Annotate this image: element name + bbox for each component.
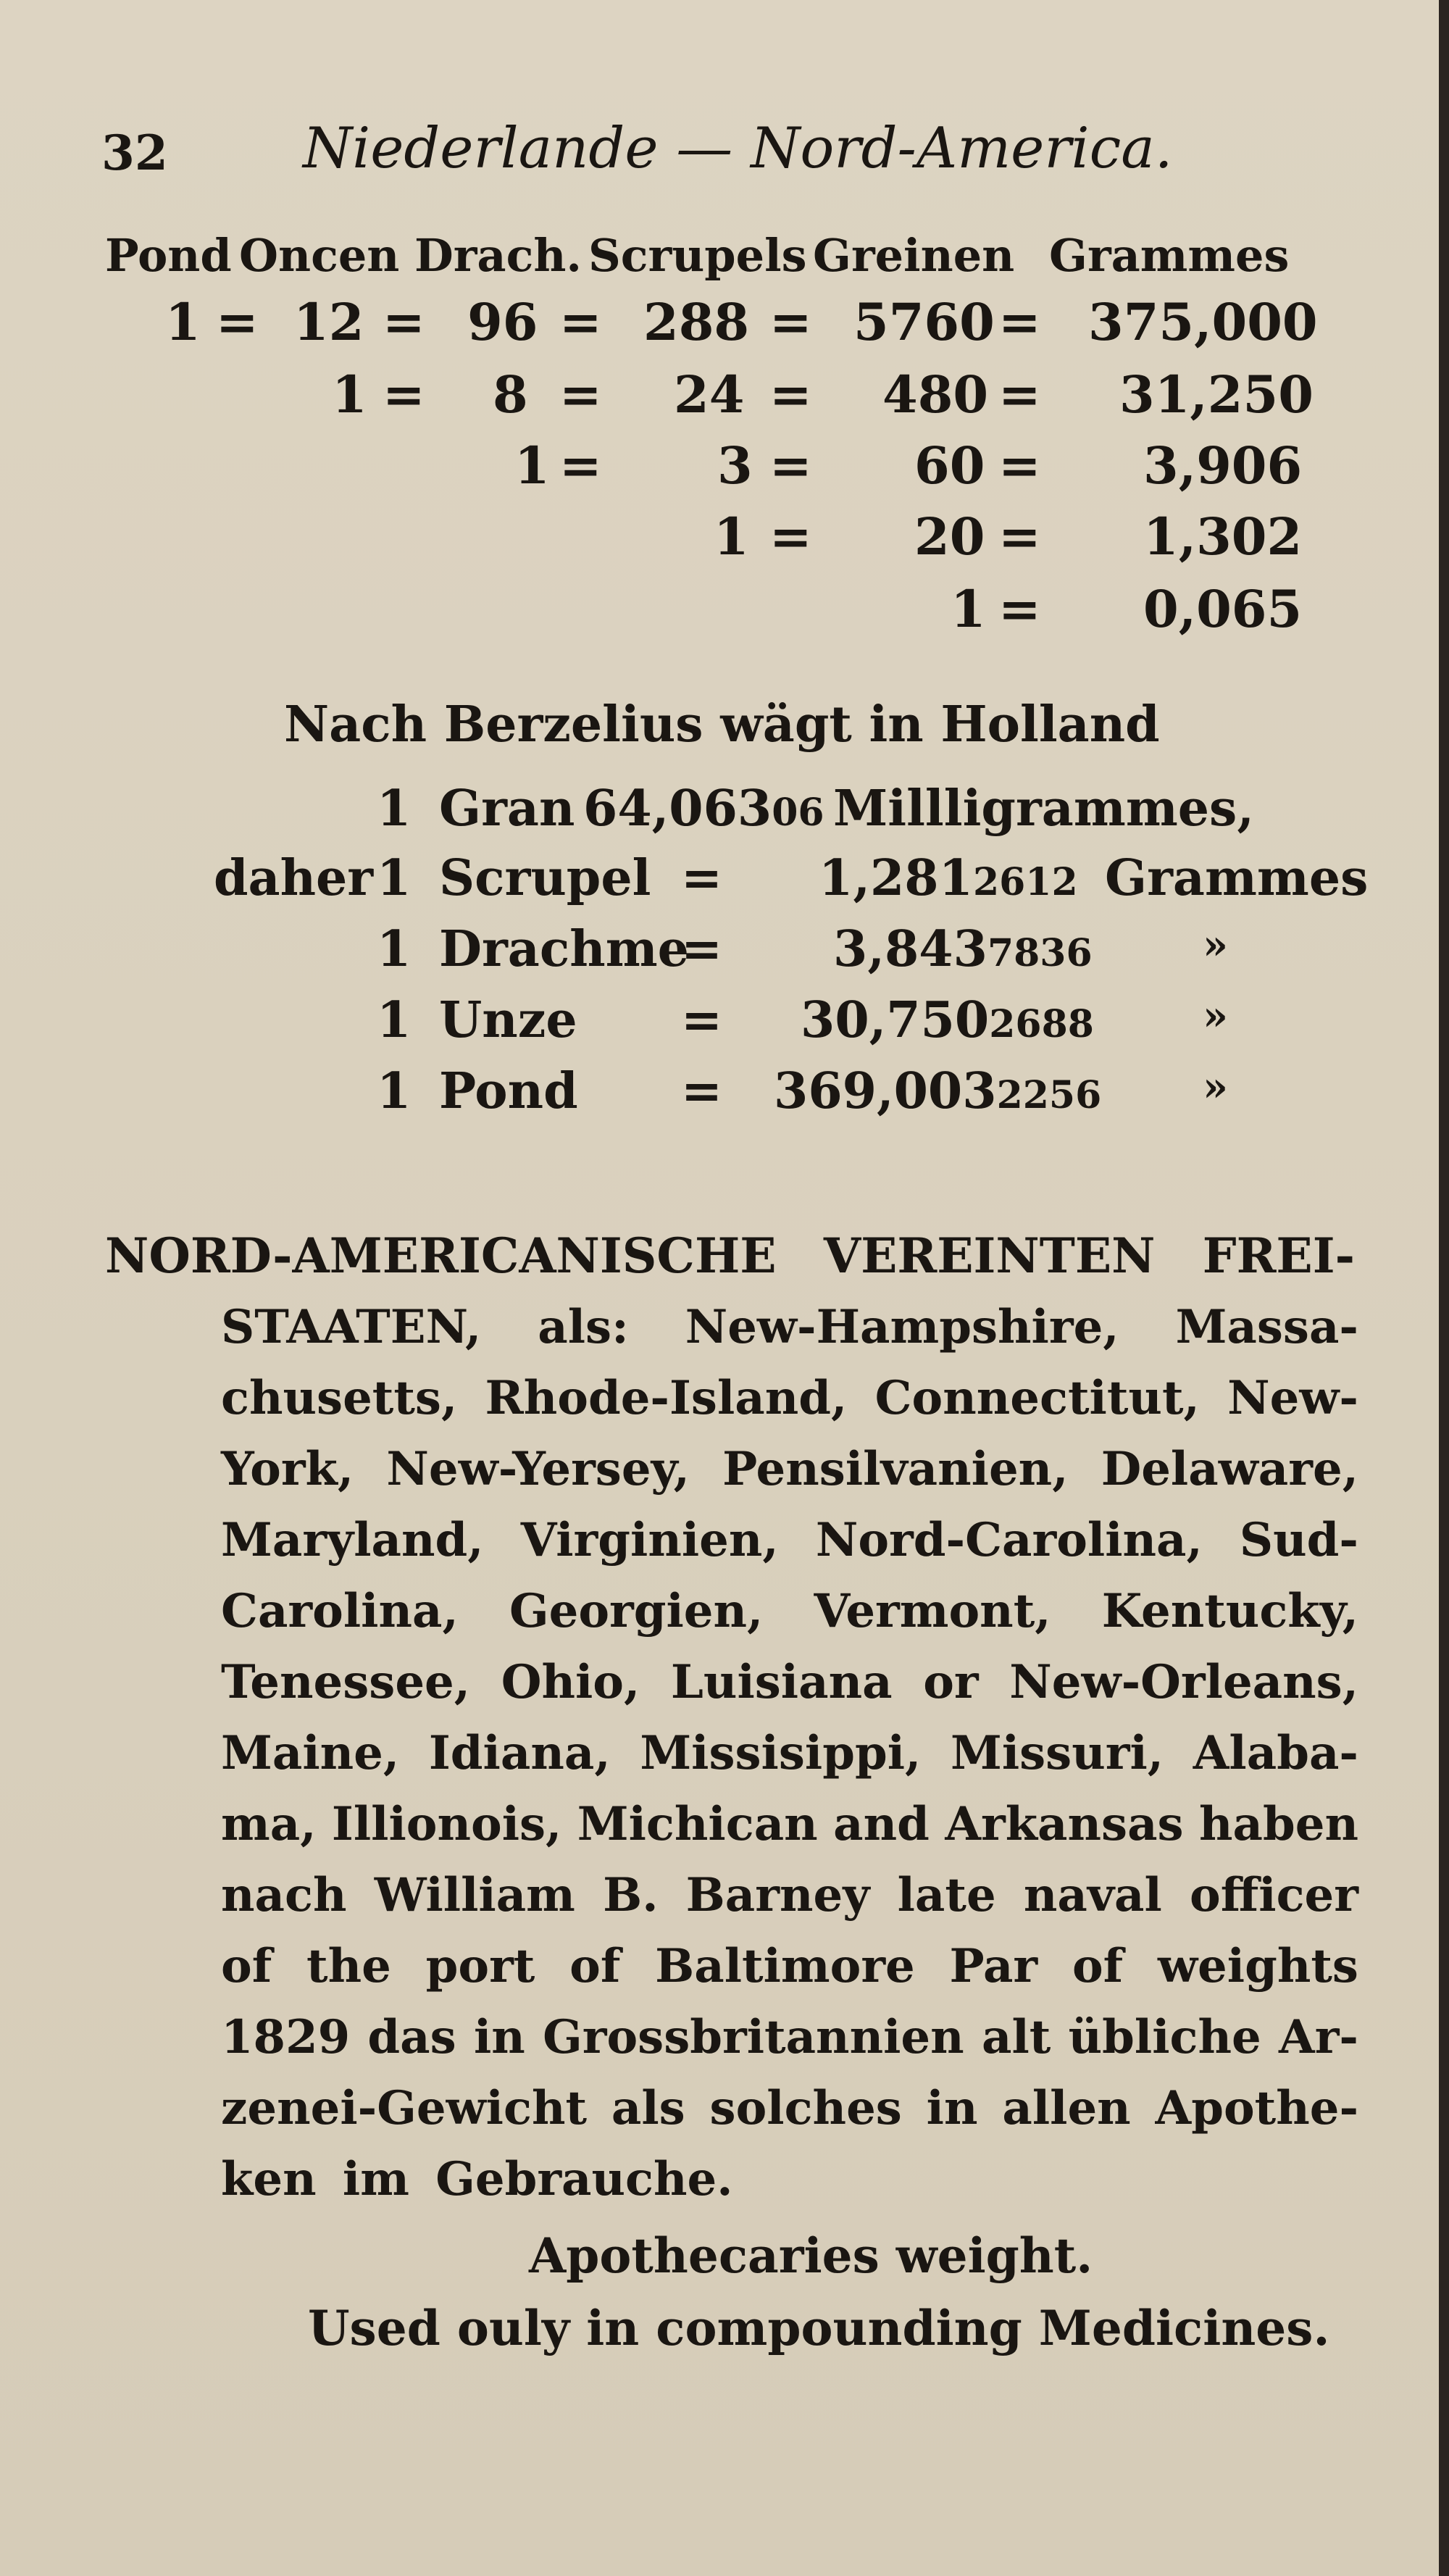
word: zenei-Gewicht bbox=[221, 2081, 588, 2135]
table-cell: 24 bbox=[674, 364, 745, 425]
gran-unit: Gran bbox=[439, 780, 575, 838]
equals-sign: = bbox=[681, 849, 722, 907]
word: Vermont, bbox=[814, 1584, 1051, 1638]
text-line bbox=[221, 1584, 1358, 1638]
table-cell: 1,302 bbox=[1143, 507, 1303, 567]
equals-sign: = bbox=[681, 1062, 722, 1120]
text-line bbox=[221, 1655, 1358, 1709]
word: Massa- bbox=[1175, 1300, 1358, 1354]
page-edge-shadow bbox=[1439, 0, 1449, 2576]
table-cell: 3 bbox=[717, 435, 753, 496]
page-number: 32 bbox=[101, 125, 168, 181]
text-line bbox=[221, 1371, 1358, 1425]
word: STAATEN, bbox=[221, 1300, 482, 1354]
ditto-mark: » bbox=[1203, 1063, 1228, 1111]
word: in bbox=[926, 2081, 978, 2135]
text-line bbox=[221, 1442, 1358, 1496]
word: als: bbox=[538, 1300, 629, 1354]
equals-sign: = bbox=[681, 920, 722, 978]
word: VEREINTEN bbox=[823, 1227, 1156, 1284]
equals-sign: = bbox=[998, 507, 1041, 567]
equals-sign: = bbox=[383, 364, 425, 425]
table-cell: 96 bbox=[467, 292, 538, 352]
table-cell: 375,000 bbox=[1088, 292, 1318, 352]
word: Kentucky, bbox=[1101, 1584, 1358, 1638]
text-line bbox=[221, 2081, 1358, 2135]
table-cell: 1 bbox=[165, 292, 201, 352]
text-line bbox=[221, 1939, 1358, 1993]
gran-target: Millligrammes, bbox=[833, 780, 1254, 838]
ditto-mark: » bbox=[1203, 992, 1228, 1040]
word: Par bbox=[949, 1939, 1038, 1993]
col-head-grammes: Grammes bbox=[1049, 229, 1290, 282]
berzelius-count: 1 bbox=[377, 1062, 412, 1120]
word: the bbox=[306, 1939, 391, 1993]
col-head-pond: Pond bbox=[105, 229, 232, 282]
berzelius-count: 1 bbox=[377, 849, 412, 907]
col-head-scrupels: Scrupels bbox=[588, 229, 807, 282]
word: FREI- bbox=[1202, 1227, 1355, 1284]
word: chusetts, bbox=[221, 1371, 458, 1425]
word: solches bbox=[709, 2081, 902, 2135]
word: of bbox=[569, 1939, 621, 1993]
word: Carolina, bbox=[221, 1584, 459, 1638]
berzelius-unit: Unze bbox=[439, 991, 577, 1049]
text-line-last bbox=[221, 2152, 733, 2206]
table-cell: 12 bbox=[293, 292, 364, 352]
equals-sign: = bbox=[769, 435, 812, 496]
word: haben bbox=[1199, 1797, 1358, 1851]
caption-apothecaries-weight: Apothecaries weight. bbox=[529, 2227, 1093, 2284]
word: Delaware, bbox=[1101, 1442, 1358, 1496]
equals-sign: = bbox=[998, 364, 1041, 425]
word: Ohio, bbox=[501, 1655, 640, 1709]
berzelius-unit: Pond bbox=[439, 1062, 578, 1120]
equals-sign: = bbox=[769, 292, 812, 352]
table-cell: 480 bbox=[882, 364, 989, 425]
table-cell: 31,250 bbox=[1119, 364, 1314, 425]
word: Apothe- bbox=[1155, 2081, 1358, 2135]
table-cell: 5760 bbox=[853, 292, 995, 352]
word: Tenessee, bbox=[221, 1655, 471, 1709]
word: of bbox=[221, 1939, 272, 1993]
daher-label: daher bbox=[214, 849, 374, 907]
word: port bbox=[425, 1939, 535, 1993]
word: New-Yersey, bbox=[386, 1442, 690, 1496]
text-line bbox=[221, 1513, 1358, 1567]
word: Missisippi, bbox=[640, 1726, 922, 1780]
berzelius-target: Grammes bbox=[1105, 849, 1369, 907]
table-cell: 3,906 bbox=[1143, 435, 1303, 496]
table-cell: 20 bbox=[914, 507, 985, 567]
berzelius-count: 1 bbox=[377, 920, 412, 978]
table-cell: 1 bbox=[332, 364, 367, 425]
berzelius-value: 369,0032256 bbox=[774, 1062, 1102, 1120]
table-cell: 1 bbox=[714, 507, 749, 567]
word: alt bbox=[981, 2010, 1051, 2064]
section-heading-line bbox=[105, 1227, 1355, 1284]
equals-sign: = bbox=[681, 991, 722, 1049]
word: New- bbox=[1227, 1371, 1358, 1425]
table-cell: 288 bbox=[643, 292, 750, 352]
word: Alaba- bbox=[1193, 1726, 1358, 1780]
text-line bbox=[221, 1300, 1358, 1354]
text-line bbox=[221, 2010, 1358, 2064]
word: Illionois, bbox=[331, 1797, 562, 1851]
word: allen bbox=[1002, 2081, 1131, 2135]
word: als bbox=[611, 2081, 685, 2135]
word: Baltimore bbox=[655, 1939, 915, 1993]
word: Maine, bbox=[221, 1726, 400, 1780]
table-cell: 1 bbox=[951, 579, 986, 639]
word: Ar- bbox=[1279, 2010, 1358, 2064]
table-cell: 60 bbox=[914, 435, 985, 496]
word: of bbox=[1072, 1939, 1124, 1993]
word: or bbox=[923, 1655, 979, 1709]
col-head-drach: Drach. bbox=[414, 229, 582, 282]
word: New-Hampshire, bbox=[685, 1300, 1119, 1354]
equals-sign: = bbox=[383, 292, 425, 352]
word: in bbox=[473, 2010, 525, 2064]
word: 1829 bbox=[221, 2010, 351, 2064]
ditto-mark: » bbox=[1203, 921, 1228, 969]
word: nach bbox=[221, 1868, 347, 1922]
berzelius-intro: Nach Berzelius wägt in Holland bbox=[284, 696, 1160, 754]
word: officer bbox=[1190, 1868, 1358, 1922]
word: Gebrauche. bbox=[435, 2152, 733, 2206]
word: New-Orleans, bbox=[1009, 1655, 1358, 1709]
word: Arkansas bbox=[945, 1797, 1184, 1851]
equals-sign: = bbox=[998, 435, 1041, 496]
word: Rhode-Island, bbox=[485, 1371, 848, 1425]
word: im bbox=[342, 2152, 409, 2206]
equals-sign: = bbox=[769, 364, 812, 425]
equals-sign: = bbox=[998, 292, 1041, 352]
word: Sud- bbox=[1239, 1513, 1358, 1567]
word: Connectitut, bbox=[874, 1371, 1200, 1425]
equals-sign: = bbox=[769, 507, 812, 567]
text-line bbox=[221, 1868, 1358, 1922]
word: Missuri, bbox=[950, 1726, 1164, 1780]
berzelius-unit: Scrupel bbox=[439, 849, 651, 907]
equals-sign: = bbox=[559, 292, 602, 352]
equals-sign: = bbox=[559, 435, 602, 496]
word: William bbox=[374, 1868, 575, 1922]
word: naval bbox=[1023, 1868, 1162, 1922]
berzelius-value: 1,2812612 bbox=[819, 849, 1078, 907]
col-head-greinen: Greinen bbox=[813, 229, 1015, 282]
word: Georgien, bbox=[509, 1584, 764, 1638]
word: Michican bbox=[577, 1797, 818, 1851]
word: Nord-Carolina, bbox=[815, 1513, 1203, 1567]
running-title: Niederlande — Nord-America. bbox=[303, 116, 1173, 181]
word: übliche bbox=[1068, 2010, 1261, 2064]
word: Virginien, bbox=[520, 1513, 779, 1567]
word: Grossbritannien bbox=[543, 2010, 964, 2064]
berzelius-value: 30,7502688 bbox=[801, 991, 1094, 1049]
equals-sign: = bbox=[559, 364, 602, 425]
word: Pensilvanien, bbox=[722, 1442, 1069, 1496]
word: weights bbox=[1157, 1939, 1358, 1993]
table-cell: 0,065 bbox=[1143, 579, 1303, 639]
gran-count: 1 bbox=[377, 780, 412, 838]
word: Barney bbox=[685, 1868, 870, 1922]
word: late bbox=[897, 1868, 996, 1922]
berzelius-value: 3,8437836 bbox=[833, 920, 1093, 978]
col-head-oncen: Oncen bbox=[239, 229, 400, 282]
text-line bbox=[221, 1726, 1358, 1780]
equals-sign: = bbox=[998, 579, 1041, 639]
word: and bbox=[833, 1797, 930, 1851]
gran-value: 64,06306 bbox=[583, 780, 824, 838]
berzelius-count: 1 bbox=[377, 991, 412, 1049]
equals-sign: = bbox=[216, 292, 259, 352]
table-cell: 8 bbox=[493, 364, 528, 425]
word: ma, bbox=[221, 1797, 317, 1851]
word: York, bbox=[221, 1442, 354, 1496]
word: Maryland, bbox=[221, 1513, 484, 1567]
text-line bbox=[221, 1797, 1358, 1851]
word: das bbox=[367, 2010, 456, 2064]
caption-used-only: Used ouly in compounding Medicines. bbox=[308, 2300, 1330, 2356]
table-cell: 1 bbox=[514, 435, 550, 496]
word: Idiana, bbox=[428, 1726, 611, 1780]
word: B. bbox=[603, 1868, 659, 1922]
word: Luisiana bbox=[670, 1655, 893, 1709]
word: NORD-AMERICANISCHE bbox=[105, 1227, 777, 1284]
word: ken bbox=[221, 2152, 317, 2206]
berzelius-unit: Drachme bbox=[439, 920, 689, 978]
